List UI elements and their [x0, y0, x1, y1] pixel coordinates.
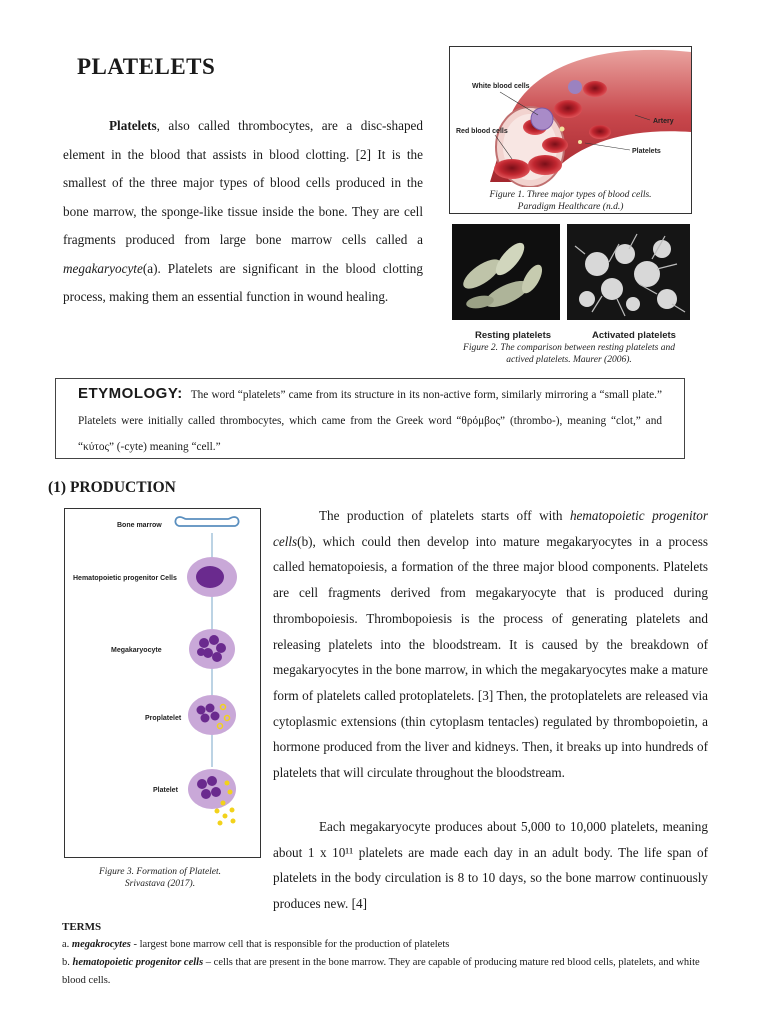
term-b [62, 954, 712, 990]
platelet-formation-diagram [65, 509, 260, 857]
figure-2-caption: Figure 2. The comparison between resting platelets and actived platelets. Maurer (2006). [463, 343, 675, 365]
resting-platelets-photo [452, 224, 560, 320]
activated-platelets-photo [567, 224, 690, 320]
resting-platelets-label: Resting platelets [475, 330, 552, 341]
fig3-label-megakaryocyte: Megakaryocyte [111, 647, 162, 654]
figure-3 [64, 508, 261, 858]
etymology-text: The word “platelets” came from its structure in its non-active form, similarly mirroring a “small plate.” Platelets were initially called thrombocytes, which came from the Greek word “θρόμβος” (thrombo-), meaning “clot,” and “κύτος” (-cyte) meaning “cell.” [78, 389, 662, 453]
blood-vessel-illustration [450, 47, 691, 187]
activated-platelets-label: Activated platelets [592, 330, 676, 341]
fig3-label-bone-marrow: Bone marrow [117, 522, 162, 529]
intro-body: , also called thrombocytes, are a disc-shaped element in the blood that assists in blood clotting. [2] It is the smallest of the three major types of blood cells produced in the bone marrow, the sponge-like tissue inside the bone. They are cell fragments produced from large bone marrow cells called a [63, 118, 423, 247]
term-b-definition: – cells that are present in the bone marrow. They are capable of producing mature red blood cells, platelets, and white blood cells. [62, 957, 700, 986]
term-a-definition: - largest bone marrow cell that is responsible for the production of platelets [130, 939, 450, 950]
term-a-prefix: a. [62, 939, 72, 950]
production-p1-body: (b), which could then develop into mature megakaryocytes in a process called hematopoiesis, a formation of the three major blood components. Platelets are cell fragments derived from megakaryocyte that is produced during thrombopoiesis. Thrombopoiesis is the process of generating platelets and releasing platelets into the bloodstream. It is caused by the breakdown of megakaryocytes in the bone marrow, in which the megakaryocytes make a mature form of platelets called protoplatelets. [3] Then, the protoplatelets are released via cytoplasmic extensions (thin cytoplasm tentacles) regulated by thrombopoietin, a hormone produced from the liver and kidneys. Then, it breaks up into hundreds of platelets that will circulate throughout the bloodstream. [273, 533, 708, 781]
intro-tail: (a). Platelets are significant in the blood clotting process, making them an essential function in wound healing. [63, 260, 423, 304]
terms-section [62, 918, 712, 990]
activated-platelets-image [567, 224, 690, 320]
figure-1 [449, 46, 692, 214]
etymology-box [55, 378, 685, 459]
production-p1-term: hematopoietic progenitor cells [273, 508, 708, 549]
page-title: PLATELETS [77, 54, 216, 79]
production-paragraph-2: Each megakaryocyte produces about 5,000 to 10,000 platelets, meaning about 1 x 10¹¹ platelets are made each day in an adult body. The life span of platelets in the body circulation is 8 to 10 days, so the bone marrow continuously produces new. [4] [273, 819, 708, 912]
production-heading: (1) PRODUCTION [48, 479, 176, 496]
term-a-word: megakrocytes [71, 939, 131, 950]
fig1-label-wbc: White blood cells [472, 83, 530, 90]
term-b-prefix: b. [62, 957, 73, 968]
intro-term: megakaryocyte [63, 260, 143, 276]
intro-paragraph [63, 112, 423, 312]
fig1-label-platelets: Platelets [632, 148, 661, 155]
fig3-label-progenitor: Hematopoietic progenitor Cells [73, 575, 177, 582]
fig3-label-platelet: Platelet [153, 787, 178, 794]
production-paragraph-1 [273, 503, 708, 786]
term-b-word: hematopoietic progenitor cells [72, 957, 204, 968]
term-a [62, 936, 712, 954]
resting-platelets-image [452, 224, 560, 320]
figure-3-caption: Figure 3. Formation of Platelet. Srivastava (2017). [98, 867, 222, 889]
intro-lead: Platelets [109, 118, 157, 133]
figure-1-caption: Figure 1. Three major types of blood cells. Paradigm Healthcare (n.d.) [489, 190, 652, 212]
etymology-paragraph [78, 381, 662, 460]
etymology-heading: ETYMOLOGY: [78, 385, 183, 402]
fig3-label-proplatelet: Proplatelet [145, 715, 182, 722]
fig1-label-artery: Artery [653, 118, 674, 125]
production-p1-start: The production of platelets starts off with [319, 508, 570, 523]
terms-heading: TERMS [62, 921, 102, 933]
fig1-label-rbc: Red blood cells [456, 128, 508, 135]
